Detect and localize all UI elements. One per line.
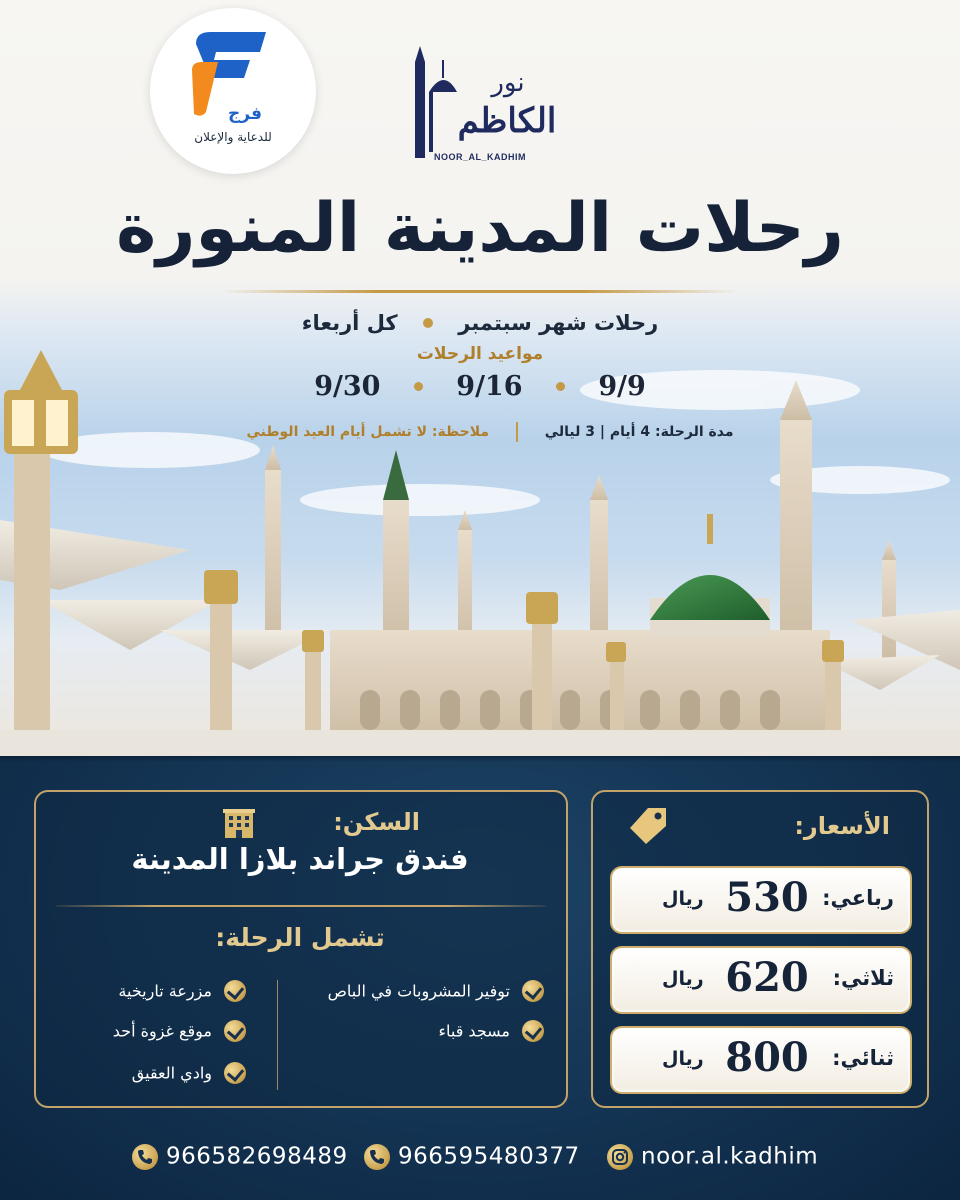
- phone-contact[interactable]: [132, 1143, 348, 1177]
- agency-name: فرج: [228, 104, 262, 124]
- trip-duration: مدة الرحلة: 4 أيام | 3 ليالي: [544, 424, 734, 440]
- trip-info-line: [190, 422, 790, 448]
- company-name-latin: NOOR_AL_KADHIM: [433, 152, 526, 162]
- trip-date: 9/30: [314, 371, 381, 402]
- include-item: موقع غزوة أحد: [113, 1020, 246, 1048]
- price-amount: 620: [725, 954, 809, 1001]
- building-icon: [222, 806, 256, 840]
- price-amount: 800: [725, 1034, 809, 1081]
- instagram-icon: [607, 1144, 633, 1170]
- separator: [516, 422, 518, 442]
- card-divider: [56, 905, 546, 907]
- bullet-dot: [423, 318, 433, 328]
- title-divider: [222, 290, 738, 293]
- price-currency: ريال: [662, 888, 704, 910]
- instagram-handle: noor.al.kadhim: [641, 1143, 819, 1170]
- phone-number: 966595480377: [398, 1143, 580, 1170]
- include-item: مسجد قباء: [438, 1020, 544, 1048]
- page-title: رحلات المدينة المنورة: [116, 189, 844, 268]
- instagram-contact[interactable]: [607, 1143, 818, 1177]
- phone-contact[interactable]: [364, 1143, 580, 1177]
- bullet-dot: [414, 382, 423, 391]
- check-icon: [224, 1020, 246, 1042]
- accommodation-label: السكن:: [333, 808, 420, 836]
- price-tag-icon: [628, 806, 668, 846]
- agency-tagline: للدعاية والإعلان: [194, 130, 272, 144]
- price-option: [610, 1026, 912, 1094]
- price-amount: 530: [725, 874, 809, 921]
- minaret-logo-icon: [409, 40, 459, 162]
- trip-schedule-line: [200, 310, 760, 344]
- price-tier: رباعي:: [822, 886, 894, 910]
- price-currency: ريال: [662, 968, 704, 990]
- price-currency: ريال: [662, 1048, 704, 1070]
- bullet-dot: [556, 382, 565, 391]
- dates-label: مواعيد الرحلات: [416, 344, 544, 364]
- trip-date: 9/16: [456, 371, 523, 402]
- agency-logo: [150, 8, 316, 174]
- company-name-top: نور: [491, 68, 525, 98]
- price-option: [610, 946, 912, 1014]
- check-icon: [522, 980, 544, 1002]
- trip-month-text: رحلات شهر سبتمبر: [458, 311, 659, 335]
- include-item: وادي العقيق: [132, 1062, 246, 1090]
- include-item: توفير المشروبات في الباص: [328, 980, 544, 1008]
- trip-note: ملاحظة: لا تشمل أيام العيد الوطني: [246, 424, 489, 440]
- check-icon: [224, 1062, 246, 1084]
- price-tier: ثنائي:: [832, 1046, 894, 1070]
- phone-icon: [132, 1144, 158, 1170]
- include-item: مزرعة تاريخية: [118, 980, 246, 1008]
- company-name-main: الكاظم: [457, 101, 557, 141]
- phone-number: 966582698489: [166, 1143, 348, 1170]
- hotel-name: فندق جراند بلازا المدينة: [131, 842, 469, 876]
- trip-frequency-text: كل أربعاء: [301, 311, 398, 335]
- phone-icon: [364, 1144, 390, 1170]
- check-icon: [224, 980, 246, 1002]
- trip-date: 9/9: [598, 371, 646, 402]
- prices-label: الأسعار:: [794, 812, 890, 840]
- includes-label: تشمل الرحلة:: [215, 923, 385, 952]
- column-divider: [277, 980, 278, 1090]
- trip-dates: [280, 370, 680, 410]
- check-icon: [522, 1020, 544, 1042]
- company-logo: [405, 40, 555, 170]
- price-tier: ثلاثي:: [832, 966, 894, 990]
- price-option: [610, 866, 912, 934]
